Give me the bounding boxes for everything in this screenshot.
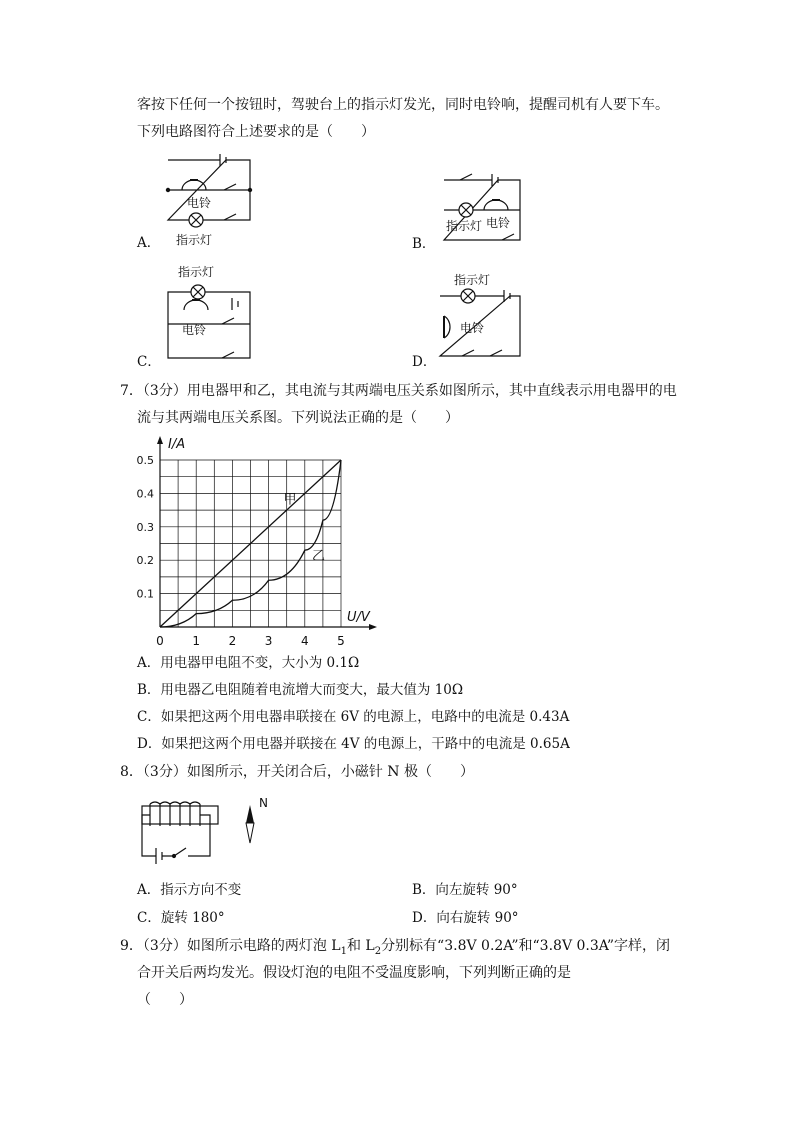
q7-option-b[interactable]: B．用电器乙电阻随着电流增大而变大，最大值为 10Ω xyxy=(137,682,464,698)
circuit-b-diagram xyxy=(430,170,540,250)
q8-option-d[interactable]: D．向右旋转 90° xyxy=(412,910,519,926)
y-tick-label: 0.3 xyxy=(136,520,154,534)
circuit-c-lamp-label: 指示灯 xyxy=(178,265,215,279)
y-tick-label: 0.2 xyxy=(136,554,154,568)
circuit-a-lamp-label: 指示灯 xyxy=(176,233,213,247)
circuit-c-diagram xyxy=(150,262,260,362)
q6-text-line1: 客按下任何一个按钮时，驾驶台上的指示灯发光，同时电铃响，提醒司机有人要下车。 xyxy=(137,97,669,113)
y-tick-label: 0.4 xyxy=(136,487,154,501)
q7-option-a[interactable]: A．用电器甲电阻不变，大小为 0.1Ω xyxy=(137,655,360,671)
q9-answer-blank: （ ） xyxy=(137,992,193,1008)
x-axis-arrow xyxy=(369,624,377,630)
q7-text-line2: 流与其两端电压关系图。下列说法正确的是（ ） xyxy=(137,410,459,426)
y-tick-label: 0.1 xyxy=(136,587,154,601)
circuit-a-diagram xyxy=(150,150,260,250)
q7-option-c[interactable]: C．如果把这两个用电器串联接在 6V 的电源上，电路中的电流是 0.43A xyxy=(137,709,570,725)
series-label-1: 甲 xyxy=(283,492,297,508)
chart-axes xyxy=(157,436,377,630)
x-tick-label: 0 xyxy=(156,634,164,648)
q6-option-b[interactable]: B． xyxy=(412,236,436,252)
x-tick-label: 1 xyxy=(192,634,201,648)
x-tick-label: 2 xyxy=(228,634,237,648)
x-tick-label: 4 xyxy=(300,634,309,648)
circuit-d-lamp-label: 指示灯 xyxy=(454,273,491,287)
q6-option-d[interactable]: D． xyxy=(412,354,437,370)
q7-text-line1: 7．（3分）用电器甲和乙，其电流与其两端电压关系如图所示，其中直线表示用电器甲的电 xyxy=(120,383,677,399)
circuit-d-diagram xyxy=(430,268,540,363)
q6-option-c[interactable]: C． xyxy=(137,354,161,370)
circuit-b-bell-label: 电铃 xyxy=(486,216,511,230)
y-tick-label: 0.5 xyxy=(136,454,154,467)
q9-text-line2: 合开关后两均发光。假设灯泡的电阻不受温度影响，下列判断正确的是 xyxy=(137,965,571,981)
circuit-d-bell-label: 电铃 xyxy=(460,321,485,335)
q8-option-a[interactable]: A．指示方向不变 xyxy=(137,882,242,898)
q7-option-d[interactable]: D．如果把这两个用电器并联接在 4V 的电源上，干路中的电流是 0.65A xyxy=(137,736,570,752)
circuit-b-lamp-label: 指示灯 xyxy=(446,219,483,233)
iu-chart xyxy=(130,430,390,650)
y-axis-arrow xyxy=(157,436,163,444)
x-tick-label: 3 xyxy=(264,634,273,648)
q9-text-line1: 9．（3分）如图所示电路的两灯泡 $L_1$和 $L_2$分别标有“3.8V 0.2A”和“3.8V 0.3A”字样，闭 xyxy=(120,938,670,957)
compass-needle-icon xyxy=(240,795,280,850)
circuit-c-bell-label: 电铃 xyxy=(182,323,207,337)
y-axis-label: I/A xyxy=(168,437,186,452)
circuit-a-bell-label: 电铃 xyxy=(187,196,212,210)
x-tick-label: 5 xyxy=(337,634,345,648)
q6-text-line2: 下列电路图符合上述要求的是（ ） xyxy=(137,124,375,140)
x-axis-label: U/V xyxy=(347,610,370,625)
series-label-2: 乙 xyxy=(312,549,326,565)
q8-option-c[interactable]: C．旋转 180° xyxy=(137,910,225,926)
q8-option-b[interactable]: B．向左旋转 90° xyxy=(412,882,518,898)
q6-option-a[interactable]: A． xyxy=(137,235,161,251)
compass-n-label: N xyxy=(259,796,268,810)
q8-text-line1: 8．（3分）如图所示，开关闭合后，小磁针 N 极（ ） xyxy=(120,764,474,780)
